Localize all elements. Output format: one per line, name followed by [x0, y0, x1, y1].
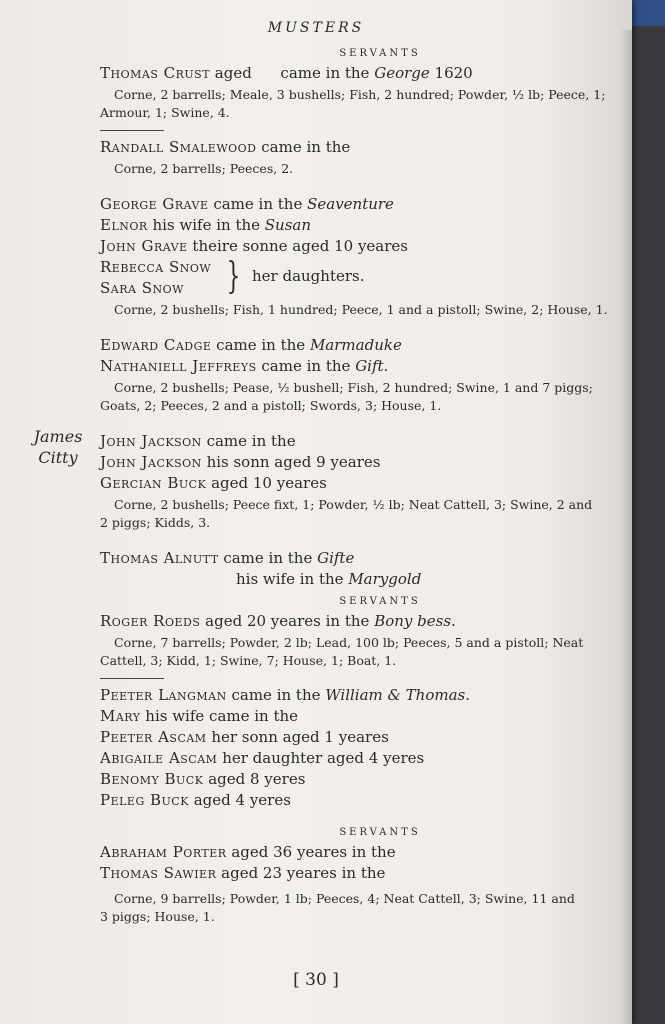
margin-note-citty: Citty [38, 448, 78, 467]
muster-entry: Edward Cadge came in the Marmaduke [100, 336, 402, 354]
muster-entry: Abraham Porter aged 36 yeares in the [100, 843, 396, 861]
provisions-list: Corne, 2 barrells; Meale, 3 bushells; Fish, 2 hundred; Powder, ½ lb; Peece, 1; Armour, 1; Swine, 4. [100, 87, 606, 120]
muster-entry: Randall Smalewood came in the [100, 138, 351, 156]
provisions-list: Corne, 2 bushells; Fish, 1 hundred; Peece, 1 and a pistoll; Swine, 2; House, 1. [114, 302, 608, 317]
section-heading-servants: SERVANTS [339, 48, 421, 59]
muster-entry: Peleg Buck aged 4 yeres [100, 791, 291, 809]
provisions-list: Corne, 2 bushells; Peece fixt, 1; Powder, ½ lb; Neat Cattell, 3; Swine, 2 and 2 piggs; Kidds, 3. [100, 497, 593, 530]
muster-name: Sara Snow [100, 279, 184, 297]
provisions-list: Corne, 2 barrells; Peeces, 2. [114, 161, 294, 176]
provisions-list: Corne, 2 bushells; Pease, ½ bushell; Fish, 2 hundred; Swine, 1 and 7 piggs; Goats, 2; Peeces, 2 and a pistoll; Swords, 3; House, 1. [100, 380, 593, 413]
divider-rule [100, 130, 164, 131]
divider-rule [100, 678, 164, 679]
muster-entry: John Jackson his sonn aged 9 yeares [100, 453, 381, 471]
muster-entry: George Grave came in the Seaventure [100, 195, 394, 213]
page-edge [620, 30, 632, 1024]
muster-entry: Abigaile Ascam her daughter aged 4 yeres [100, 749, 425, 767]
section-heading-servants: SERVANTS [339, 596, 421, 607]
muster-entry: Elnor his wife in the Susan [100, 216, 312, 234]
brace-label: her daughters. [252, 267, 365, 285]
muster-entry: Mary his wife came in the [100, 707, 299, 725]
muster-name: Rebecca Snow [100, 258, 212, 276]
running-header: MUSTERS [267, 20, 365, 36]
muster-entry: John Grave theire sonne aged 10 yeares [100, 237, 408, 255]
muster-entry: his wife in the Marygold [236, 570, 422, 588]
provisions-list: Corne, 9 barrells; Powder, 1 lb; Peeces, 4; Neat Cattell, 3; Swine, 11 and 3 piggs; House, 1. [100, 891, 575, 924]
muster-entry: Peeter Ascam her sonn aged 1 yeares [100, 728, 389, 746]
muster-entry: Roger Roeds aged 20 yeares in the Bony bess. [100, 612, 456, 630]
muster-entry: John Jackson came in the [100, 432, 296, 450]
page-number: [ 30 ] [293, 970, 339, 990]
muster-entry: Nathaniell Jeffreys came in the Gift. [100, 357, 389, 375]
margin-note-james: James [33, 427, 83, 446]
muster-entry: Peeter Langman came in the William & Thomas. [100, 686, 471, 704]
daughters-group [100, 257, 620, 299]
section-heading-servants: SERVANTS [339, 827, 421, 838]
muster-entry: Thomas Sawier aged 23 yeares in the [100, 864, 386, 882]
muster-entry: Gercian Buck aged 10 yeares [100, 474, 327, 492]
muster-entry: Benomy Buck aged 8 yeres [100, 770, 306, 788]
muster-entry: Thomas Crust aged came in the George 1620 [100, 64, 473, 82]
provisions-list: Corne, 7 barrells; Powder, 2 lb; Lead, 100 lb; Peeces, 5 and a pistoll; Neat Cattell, 3; Kidd, 1; Swine, 7; House, 1; Boat, 1. [100, 635, 584, 668]
muster-entry: Thomas Alnutt came in the Gifte [100, 549, 355, 567]
muster-column [100, 48, 620, 934]
brace-glyph: } [226, 256, 241, 297]
